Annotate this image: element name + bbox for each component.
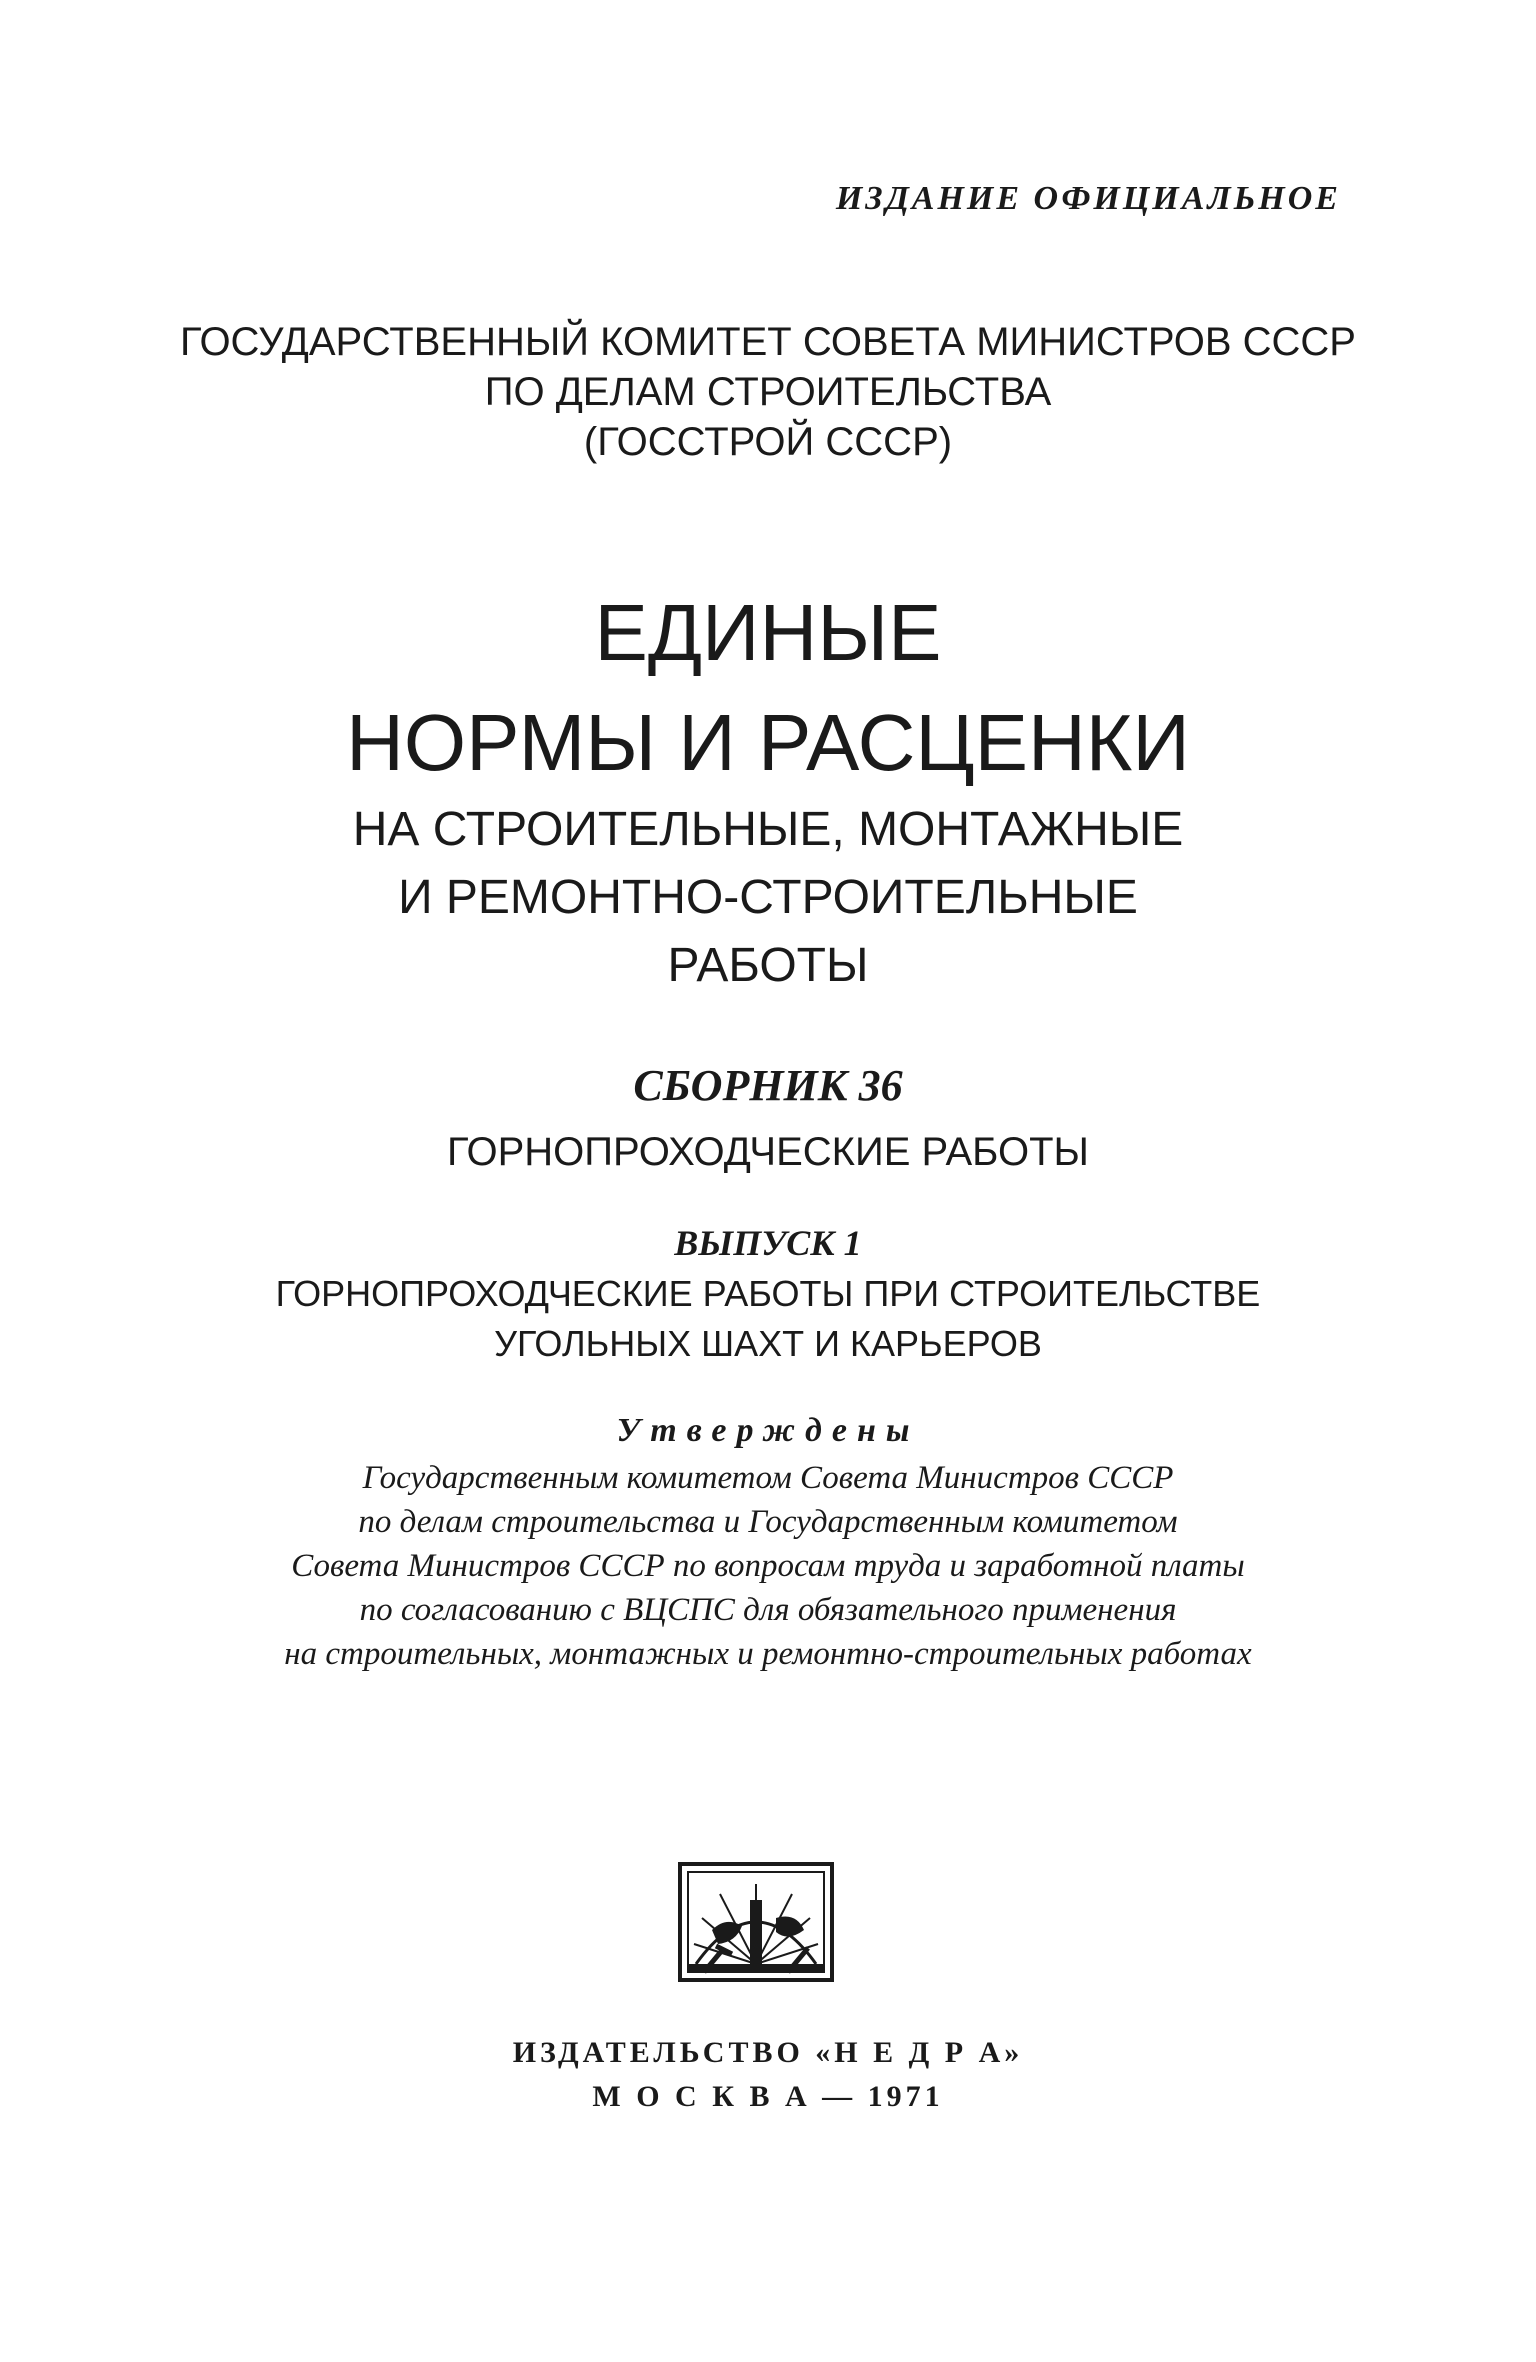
approval-line-4: по согласованию с ВЦСПС для обязательного применения [359,1592,1177,1628]
org-line-3: (ГОССТРОЙ СССР) [583,420,953,464]
publisher-name: ИЗДАТЕЛЬСТВО «Н Е Д Р А» [512,2036,1024,2069]
approval-heading: Утверждены [616,1412,920,1449]
org-line-1: ГОСУДАРСТВЕННЫЙ КОМИТЕТ СОВЕТА МИНИСТРОВ СССР [180,320,1356,364]
title-line-2: НОРМЫ И РАСЦЕНКИ [346,698,1190,787]
issue-label: ВЫПУСК 1 [674,1223,862,1263]
approval-line-3: Совета Министров СССР по вопросам труда и заработной платы [291,1548,1245,1584]
issue-name-line-2: УГОЛЬНЫХ ШАХТ И КАРЬЕРОВ [494,1323,1042,1364]
title-line-1: ЕДИНЫЕ [594,588,942,677]
publisher-city-year: М О С К В А — 1971 [592,2080,944,2113]
org-line-2: ПО ДЕЛАМ СТРОИТЕЛЬСТВА [484,370,1052,414]
publisher-emblem-icon [676,1860,836,1984]
title-line-3: НА СТРОИТЕЛЬНЫЕ, МОНТАЖНЫЕ [352,803,1184,856]
title-line-4: И РЕМОНТНО-СТРОИТЕЛЬНЫЕ [398,871,1138,924]
official-edition-label: ИЗДАНИЕ ОФИЦИАЛЬНОЕ [835,180,1341,217]
approval-line-5: на строительных, монтажных и ремонтно-строительных работах [284,1636,1252,1672]
collection-label: СБОРНИК 36 [633,1061,903,1110]
approval-line-2: по делам строительства и Государственным комитетом [358,1504,1178,1540]
collection-name: ГОРНОПРОХОДЧЕСКИЕ РАБОТЫ [447,1130,1089,1174]
issue-name-line-1: ГОРНОПРОХОДЧЕСКИЕ РАБОТЫ ПРИ СТРОИТЕЛЬСТВЕ [275,1273,1261,1314]
title-line-5: РАБОТЫ [667,939,869,992]
approval-line-1: Государственным комитетом Совета Министров СССР [362,1460,1174,1496]
